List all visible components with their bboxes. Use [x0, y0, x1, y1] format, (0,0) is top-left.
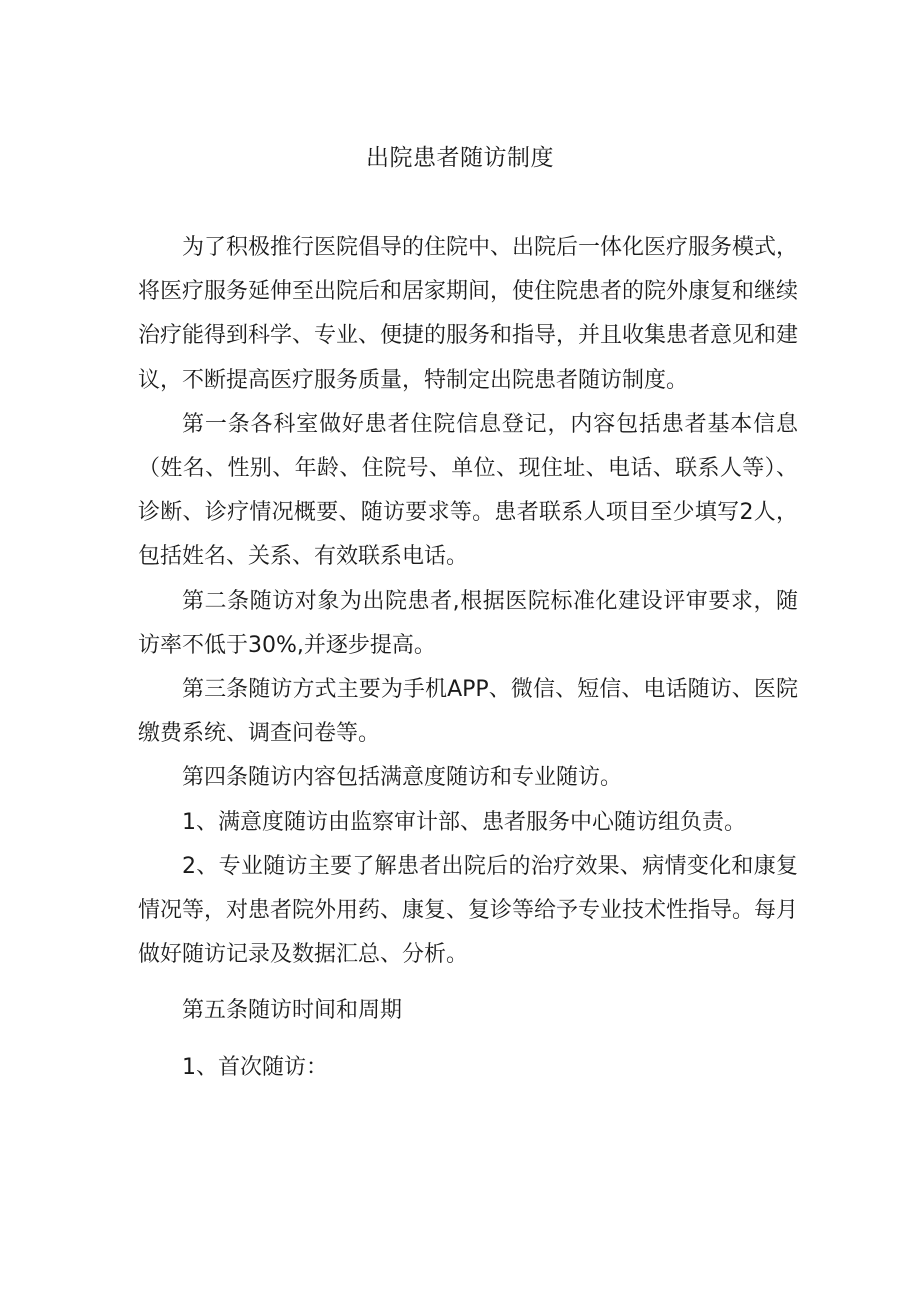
- article-4-item-1: 1、满意度随访由监察审计部、患者服务中心随访组负责。: [182, 809, 746, 835]
- intro-paragraph: 为了积极推行医院倡导的住院中、出院后一体化医疗服务模式，将医疗服务延伸至出院后和居家期间，使住院患者的院外康复和继续治疗能得到科学、专业、便捷的服务和指导，并且收集患者意见和建议，不断提高医疗服务质量，特制定出院患者随访制度。: [138, 235, 799, 393]
- article-3-paragraph: 第三条随访方式主要为手机APP、微信、短信、电话随访、医院缴费系统、调查问卷等。: [138, 677, 798, 747]
- article-5-item-1: 1、首次随访：: [182, 1054, 328, 1080]
- document-body: [138, 226, 798, 1090]
- article-2-paragraph: 第二条随访对象为出院患者,根据医院标准化建设评审要求，随访率不低于30%,并逐步提高。: [138, 588, 798, 658]
- article-4-item-2: 2、专业随访主要了解患者出院后的治疗效果、病情变化和康复情况等，对患者院外用药、康复、复诊等给予专业技术性指导。每月做好随访记录及数据汇总、分析。: [138, 853, 799, 968]
- article-1-paragraph: 第一条各科室做好患者住院信息登记，内容包括患者基本信息（姓名、性别、年龄、住院号、单位、现住址、电话、联系人等）、诊断、诊疗情况概要、随访要求等。患者联系人项目至少填写2人，包括姓名、关系、有效联系电话。: [138, 411, 798, 570]
- article-5-heading: 第五条随访时间和周期: [182, 998, 403, 1024]
- document-title: 出院患者随访制度: [366, 145, 554, 171]
- article-4-paragraph: 第四条随访内容包括满意度随访和专业随访。: [182, 765, 623, 791]
